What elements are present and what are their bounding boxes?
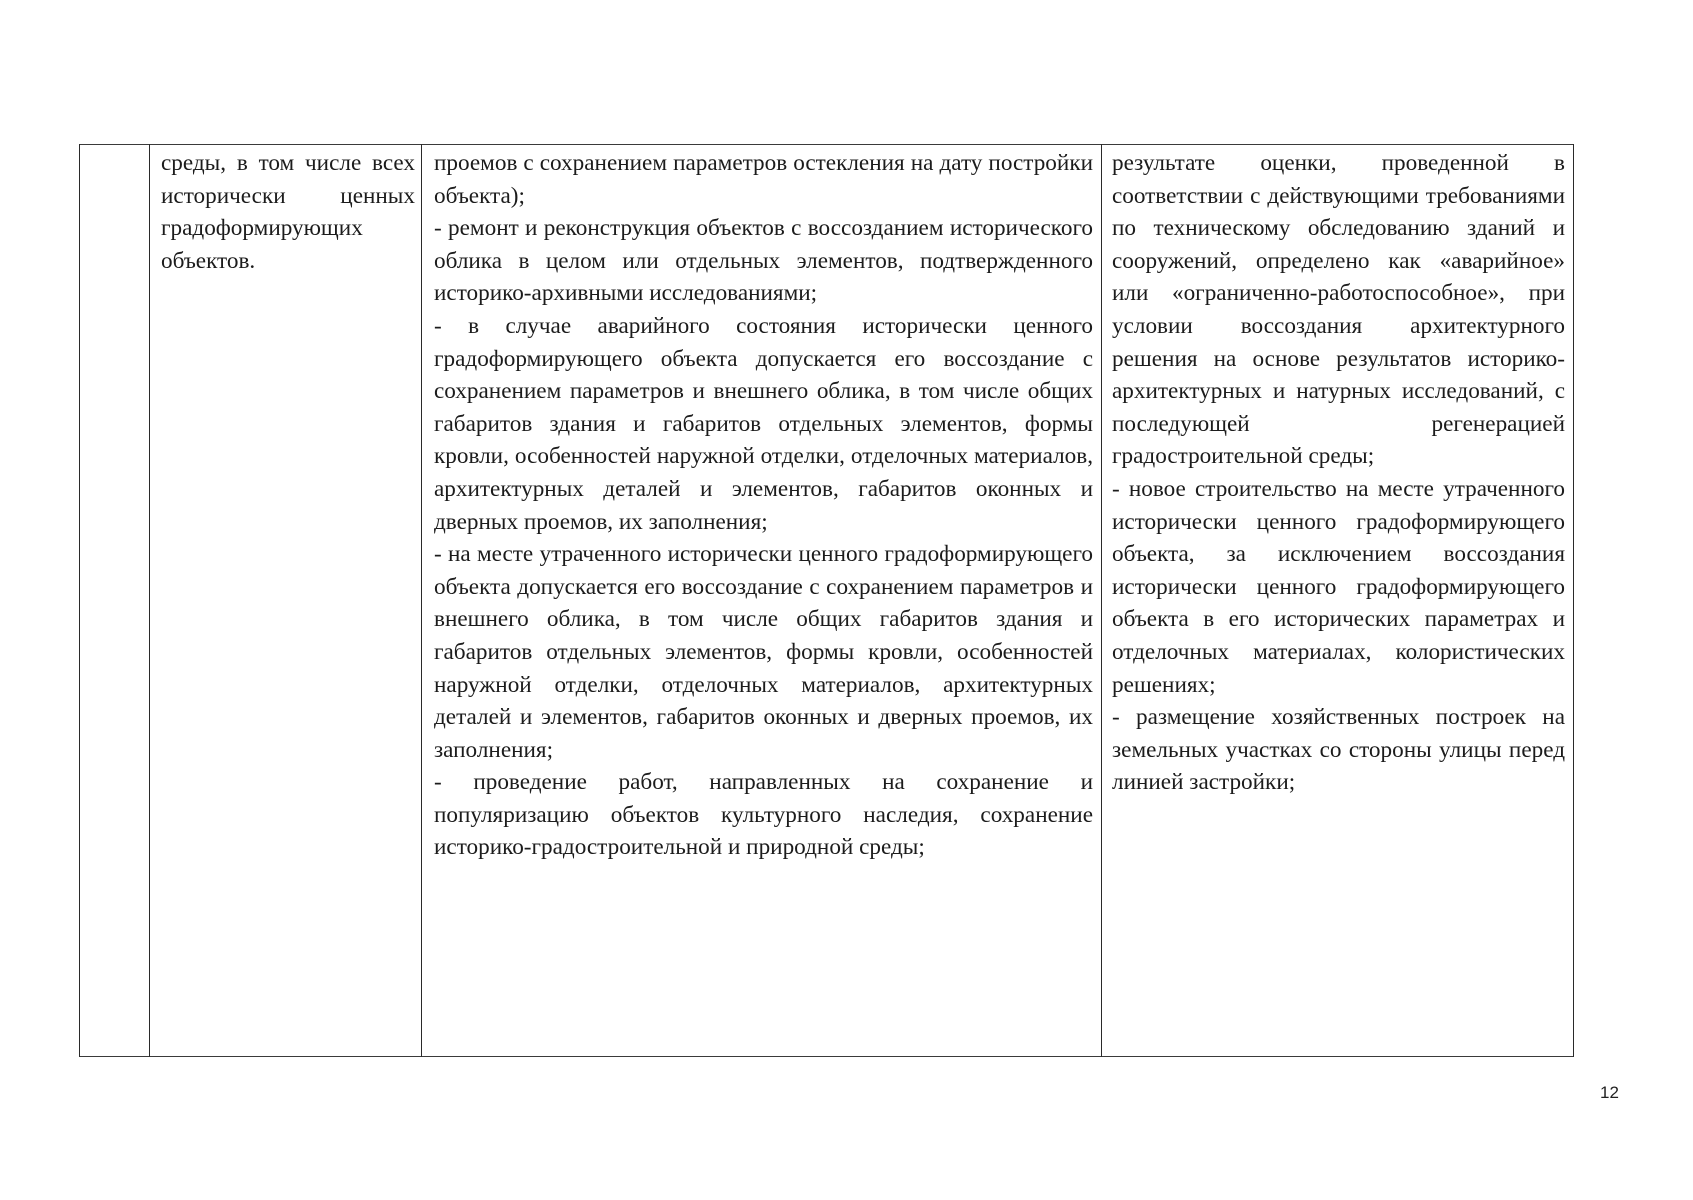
prohibited-item: - новое строительство на месте утраченного исторически ценного градоформирующего объекта, за исключением воссоздания исторически ценного градоформирующего объекта в его исторических параметрах и отделочных материалах, колористических решениях; (1112, 475, 1565, 698)
permitted-item: проемов с сохранением параметров остекления на дату постройки объекта); (434, 150, 1093, 209)
prohibited-item: - размещение хозяйственных построек на земельных участках со стороны улицы перед линией застройки; (1112, 704, 1565, 796)
permitted-activities-cell (422, 145, 1102, 1057)
number-cell (80, 145, 150, 1057)
prohibited-item: результате оценки, проведенной в соответствии с действующими требованиями по техническому обследованию зданий и сооружений, определено как «аварийное» или «ограниченно-работоспособное», при условии воссоздания архитектурного решения на основе результатов историко-архитектурных и натурных исследований, с последующей регенерацией градостроительной среды; (1112, 150, 1565, 470)
number-cell-text (80, 145, 149, 147)
prohibited-activities-cell (1102, 145, 1574, 1057)
permitted-item: - в случае аварийного состояния исторически ценного градоформирующего объекта допускается его воссоздание с сохранением параметров и внешнего облика, в том числе общих габаритов здания и габаритов отдельных элементов, формы кровли, особенностей наружной отделки, отделочных материалов, архитектурных деталей и элементов, габаритов оконных и дверных проемов, их заполнения; (434, 312, 1093, 535)
page-number: 12 (1600, 1083, 1619, 1102)
table-row (80, 145, 1574, 1057)
permitted-item: - проведение работ, направленных на сохранение и популяризацию объектов культурного наследия, сохранение историко-градостроительной и природной среды; (434, 769, 1093, 861)
zone-description-cell (150, 145, 422, 1057)
permitted-item: - на месте утраченного исторически ценного градоформирующего объекта допускается его воссоздание с сохранением параметров и внешнего облика, в том числе общих габаритов здания и габаритов отдельных элементов, формы кровли, особенностей наружной отделки, отделочных материалов, архитектурных деталей и элементов, габаритов оконных и дверных проемов, их заполнения; (434, 541, 1093, 763)
zone-description-text: среды, в том числе всех исторически ценных градоформирующих объектов. (161, 150, 415, 274)
regulations-table (79, 144, 1574, 1057)
permitted-item: - ремонт и реконструкция объектов с воссозданием исторического облика в целом или отдельных элементов, подтвержденного историко-архивными исследованиями; (434, 215, 1093, 307)
